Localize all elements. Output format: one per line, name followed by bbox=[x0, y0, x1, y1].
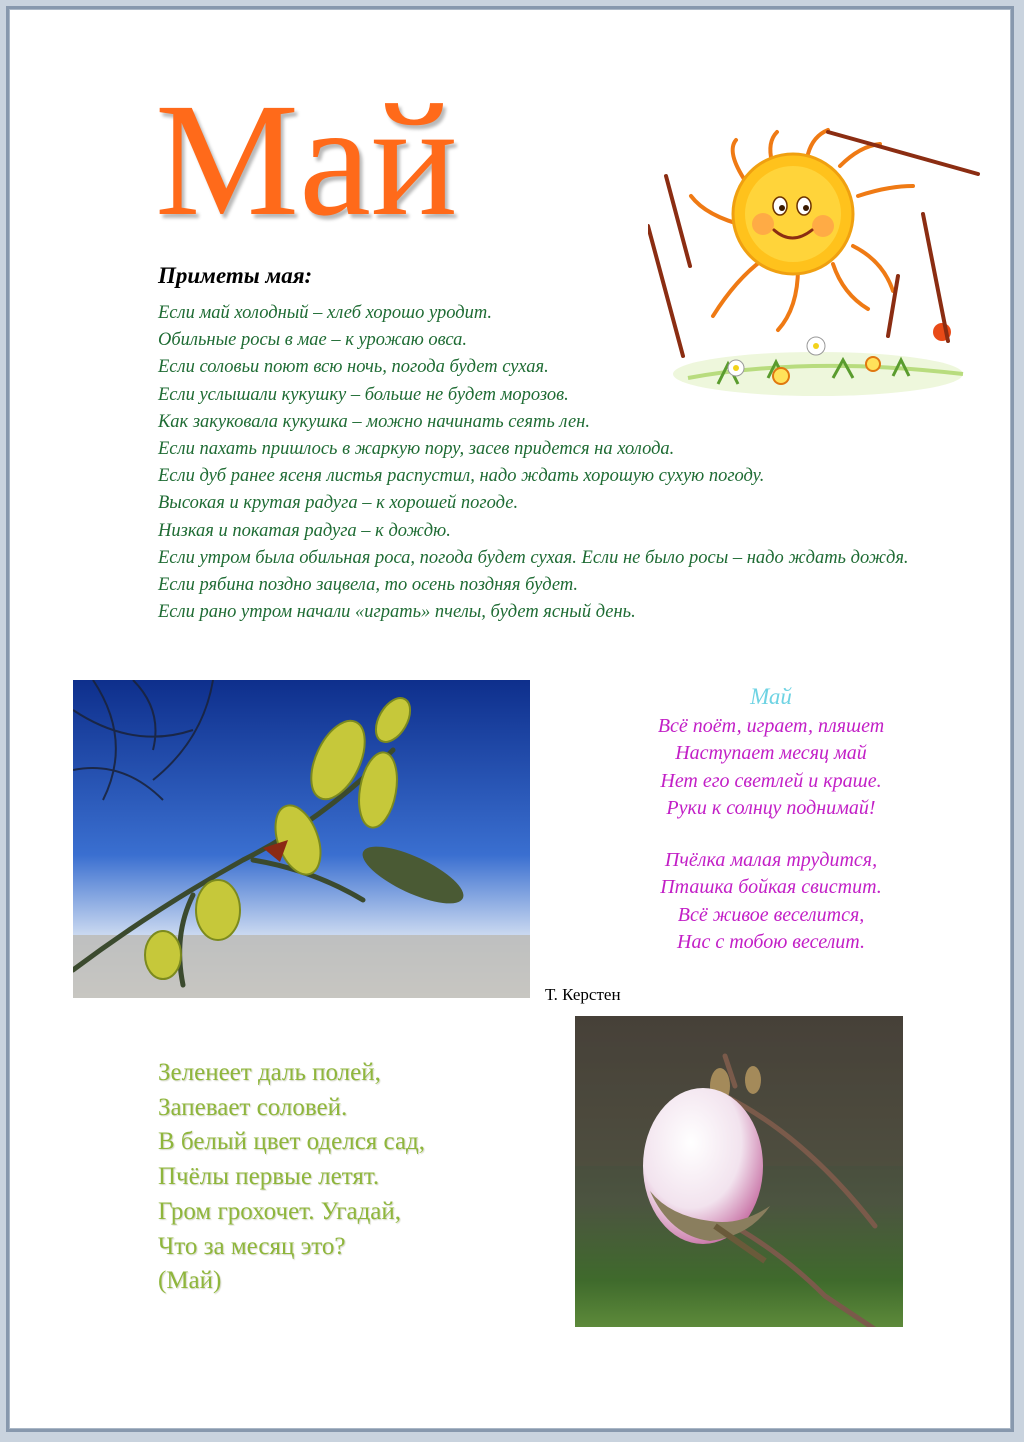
riddle bbox=[158, 1056, 425, 1299]
list-item: Если утром была обильная роса, погода будет сухая. Если не было росы – надо ждать дождя. bbox=[158, 547, 909, 568]
list-item: Если пахать пришлось в жаркую пору, засев придется на холода. bbox=[158, 439, 675, 460]
willow-catkins-photo bbox=[73, 680, 530, 998]
omens-list bbox=[125, 300, 975, 626]
riddle-line: Пчёлы первые летят. bbox=[158, 1163, 380, 1191]
omens-heading: Приметы мая: bbox=[158, 263, 313, 288]
stanza-spacer bbox=[598, 823, 944, 847]
list-item: Если дуб ранее ясеня листья распустил, надо ждать хорошую сухую погоду. bbox=[158, 466, 765, 487]
poem-title: Май bbox=[750, 684, 792, 709]
riddle-line: В белый цвет оделся сад, bbox=[158, 1128, 426, 1156]
list-item: Если рано утром начали «играть» пчелы, будет ясный день. bbox=[158, 602, 636, 623]
riddle-line: Запевает соловей. bbox=[158, 1093, 348, 1121]
poem-line: Пташка бойкая свистит. bbox=[660, 876, 882, 898]
poem-line: Нет его светлей и краше. bbox=[660, 769, 882, 792]
magnolia-bud-photo bbox=[575, 1016, 903, 1327]
riddle-line: Что за месяц это? bbox=[158, 1232, 346, 1260]
poem-line: Наступает месяц май bbox=[675, 742, 867, 764]
list-item: Как закуковала кукушка – можно начинать сеять лен. bbox=[158, 411, 590, 432]
page-title: Май bbox=[155, 71, 458, 250]
list-item: Низкая и покатая радуга – к дождю. bbox=[158, 520, 451, 541]
riddle-line: Зеленеет даль полей, bbox=[158, 1059, 381, 1086]
poem-line: Руки к солнцу поднимай! bbox=[666, 797, 876, 819]
riddle-line: Гром грохочет. Угадай, bbox=[158, 1197, 402, 1225]
riddle-answer: (Май) bbox=[158, 1267, 222, 1295]
poem-line: Нас с тобою веселит. bbox=[677, 931, 865, 953]
list-item: Если услышали кукушку – больше не будет морозов. bbox=[158, 384, 569, 405]
poem-line: Всё поёт, играет, пляшет bbox=[657, 714, 885, 737]
list-item: Обильные росы в мае – к урожаю овса. bbox=[158, 330, 468, 351]
list-item: Если май холодный – хлеб хорошо уродит. bbox=[158, 303, 493, 323]
list-item: Если соловьи поют всю ночь, погода будет сухая. bbox=[158, 357, 549, 378]
poem-may bbox=[598, 683, 944, 957]
list-item: Высокая и крутая радуга – к хорошей погоде. bbox=[158, 493, 519, 514]
list-item: Если рябина поздно зацвела, то осень поздняя будет. bbox=[158, 575, 579, 596]
poem-author: Т. Керстен bbox=[545, 985, 621, 1004]
poem-line: Всё живое веселится, bbox=[677, 903, 865, 926]
poem-line: Пчёлка малая трудится, bbox=[664, 848, 878, 871]
